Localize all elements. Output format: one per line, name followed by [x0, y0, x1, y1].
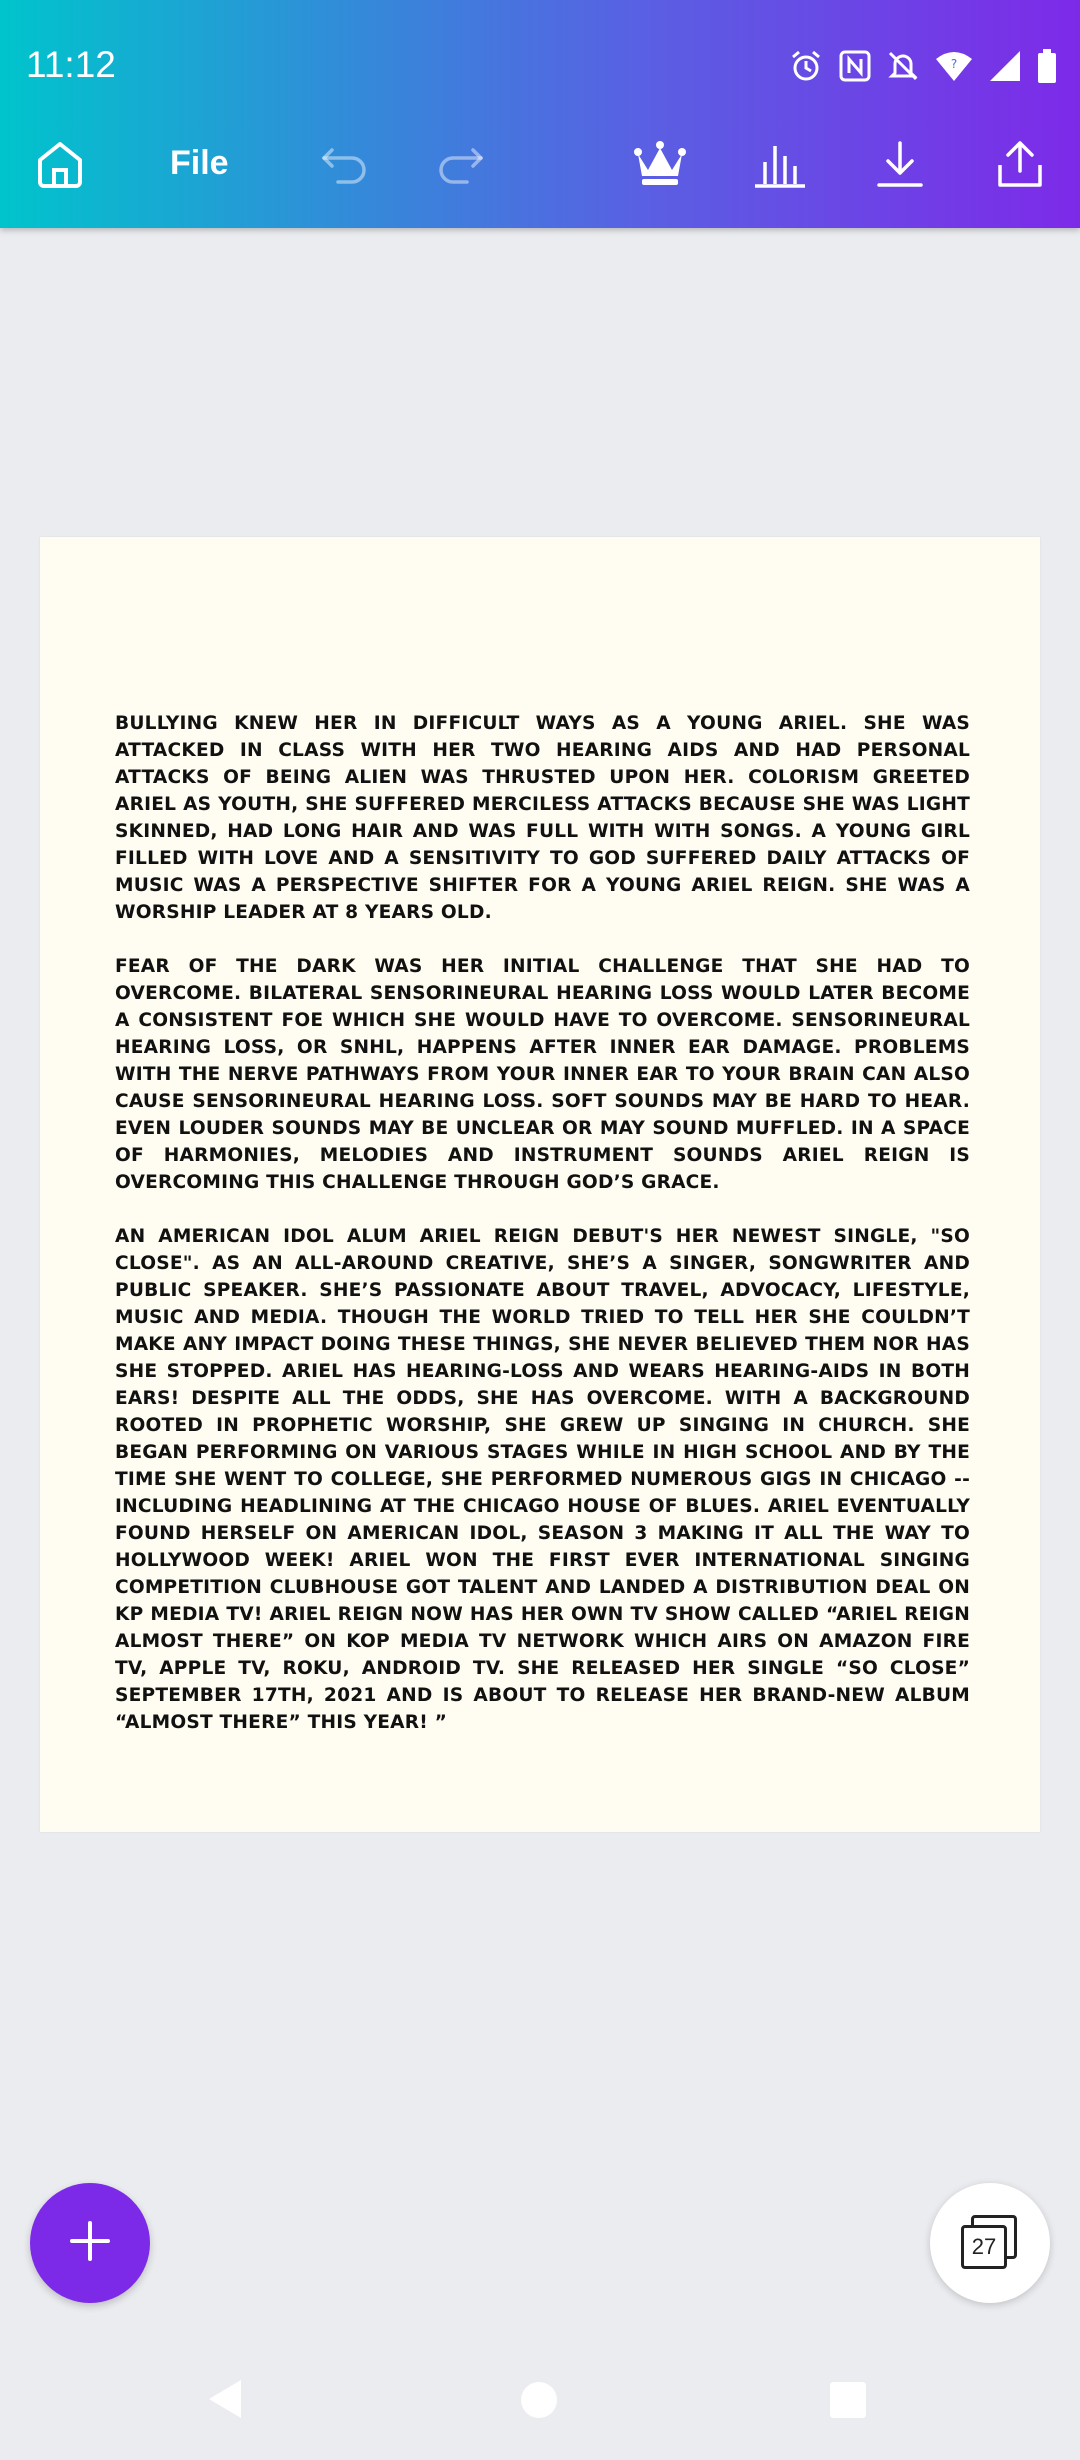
status-icons [788, 46, 1058, 86]
document-text-box[interactable] [115, 710, 970, 1763]
redo-button[interactable] [425, 130, 495, 202]
wifi-icon [934, 49, 974, 83]
insights-button[interactable] [745, 130, 815, 202]
share-button[interactable] [985, 130, 1055, 202]
crown-icon [633, 140, 687, 193]
file-menu-button[interactable]: File [170, 144, 229, 182]
document-page[interactable] [40, 537, 1040, 1832]
paragraph-american-idol: AN AMERICAN IDOL ALUM ARIEL REIGN DEBUT'S HER NEWEST SINGLE, "SO CLOSE". AS AN ALL-AROUND CREATIVE, SHE’S A SINGER, SONGWRITER AND PUBLIC SPEAKER. SHE’S PASSIONATE ABOUT TRAVEL, ADVOCACY, LIFESTYLE, MUSIC AND MEDIA. THOUGH THE WORLD TRIED TO TELL HER SHE COULDN’T MAKE ANY IMPACT DOING THESE THINGS, SHE NEVER BELIEVED THEM NOR HAS SHE STOPPED. ARIEL HAS HEARING-LOSS AND WEARS HEARING-AIDS IN BOTH EARS! DESPITE ALL THE ODDS, SHE HAS OVERCOME. WITH A BACKGROUND ROOTED IN PROPHETIC WORSHIP, SHE GREW UP SINGING IN CHURCH. SHE BEGAN PERFORMING ON VARIOUS STAGES WHILE IN HIGH SCHOOL AND BY THE TIME SHE WENT TO COLLEGE, SHE PERFORMED NUMEROUS GIGS IN CHICAGO --INCLUDING HEADLINING AT THE CHICAGO HOUSE OF BLUES. ARIEL EVENTUALLY FOUND HERSELF ON AMERICAN IDOL, SEASON 3 MAKING IT ALL THE WAY TO HOLLYWOOD WEEK! ARIEL WON THE FIRST EVER INTERNATIONAL SINGING COMPETITION CLUBHOUSE GOT TALENT AND LANDED A DISTRIBUTION DEAL ON KP MEDIA TV! ARIEL REIGN NOW HAS HER OWN TV SHOW CALLED “ARIEL REIGN ALMOST THERE” ON KOP MEDIA TV NETWORK WHICH AIRS ON AMAZON FIRE TV, APPLE TV, ROKU, ANDROID TV. SHE RELEASED HER SINGLE “SO CLOSE” SEPTEMBER 17TH, 2021 AND IS ABOUT TO RELEASE HER BRAND-NEW ALBUM “ALMOST THERE” THIS YEAR! ” [115, 1226, 970, 1733]
back-icon [205, 2409, 245, 2426]
premium-button[interactable] [625, 130, 695, 202]
chart-icon [753, 140, 807, 193]
home-button[interactable] [22, 130, 98, 202]
battery-icon [1036, 48, 1058, 84]
nfc-icon [838, 49, 872, 83]
undo-button[interactable] [310, 130, 380, 202]
system-nav-bar [0, 2352, 1080, 2460]
home-icon [34, 138, 86, 195]
mute-icon [886, 49, 920, 83]
recents-icon [828, 2407, 868, 2424]
plus-icon [68, 2219, 112, 2268]
download-button[interactable] [865, 130, 935, 202]
paragraph-bullying: BULLYING KNEW HER IN DIFFICULT WAYS AS A YOUNG ARIEL. SHE WAS ATTACKED IN CLASS WITH HER TWO HEARING AIDS AND HAD PERSONAL ATTACKS OF BEING ALIEN WAS THRUSTED UPON HER. COLORISM GREETED ARIEL AS YOUTH, SHE SUFFERED MERCILESS ATTACKS BECAUSE SHE WAS LIGHT SKINNED, HAD LONG HAIR AND WAS FULL WITH WITH SONGS. A YOUNG GIRL FILLED WITH LOVE AND A SENSITIVITY TO GOD SUFFERED DAILY ATTACKS OF MUSIC WAS A PERSPECTIVE SHIFTER FOR A YOUNG ARIEL REIGN. SHE WAS A WORSHIP LEADER AT 8 YEARS OLD. [115, 713, 970, 923]
signal-icon [988, 49, 1022, 83]
status-time: 11:12 [26, 44, 116, 85]
pages-button[interactable] [930, 2183, 1050, 2303]
home-circle-icon [519, 2407, 559, 2424]
pages-icon [961, 2215, 1019, 2271]
nav-recents-button[interactable] [828, 2380, 868, 2425]
svg-text:?: ? [950, 57, 958, 71]
nav-back-button[interactable] [205, 2376, 245, 2427]
alarm-icon [788, 48, 824, 84]
paragraph-hearing-loss: FEAR OF THE DARK WAS HER INITIAL CHALLENGE THAT SHE HAD TO OVERCOME. BILATERAL SENSORINEURAL HEARING LOSS WOULD LATER BECOME A CONSISTENT FOE WHICH SHE WOULD HAVE TO OVERCOME. SENSORINEURAL HEARING LOSS, OR SNHL, HAPPENS AFTER INNER EAR DAMAGE. PROBLEMS WITH THE NERVE PATHWAYS FROM YOUR INNER EAR TO YOUR BRAIN CAN ALSO CAUSE SENSORINEURAL HEARING LOSS. SOFT SOUNDS MAY BE HARD TO HEAR. EVEN LOUDER SOUNDS MAY BE UNCLEAR OR MAY SOUND MUFFLED. IN A SPACE OF HARMONIES, MELODIES AND INSTRUMENT SOUNDS ARIEL REIGN IS OVERCOMING THIS CHALLENGE THROUGH GOD’S GRACE. [115, 956, 970, 1193]
top-app-bar [0, 0, 1080, 228]
share-icon [995, 139, 1045, 194]
undo-icon [320, 144, 370, 189]
add-element-button[interactable] [30, 2183, 150, 2303]
pages-count: 27 [961, 2225, 1007, 2269]
redo-icon [435, 144, 485, 189]
nav-home-button[interactable] [519, 2380, 559, 2425]
download-icon [875, 139, 925, 194]
